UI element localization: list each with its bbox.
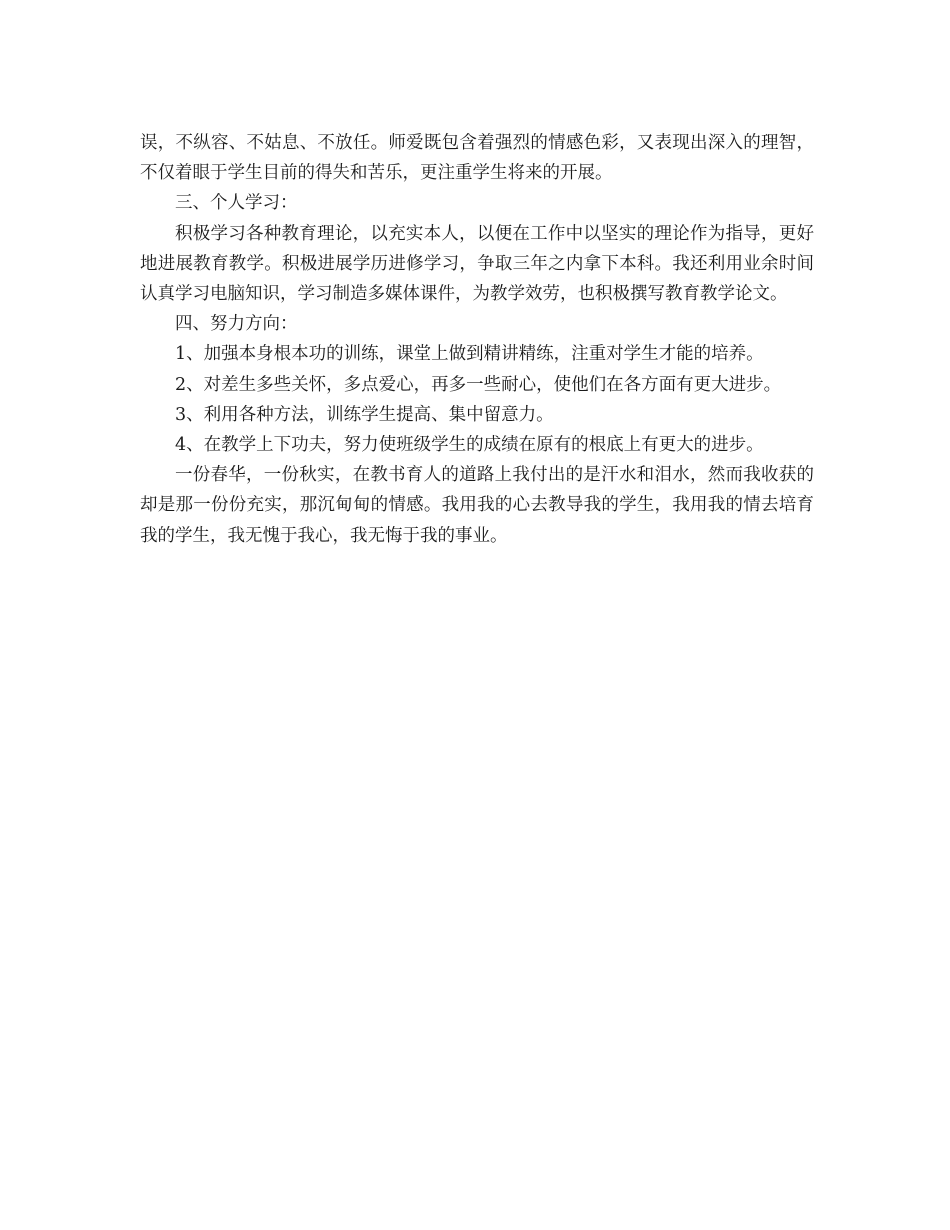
heading-effort-direction: 四、努力方向： [175,314,298,335]
document-body [140,128,814,551]
list-item-2: 2、对差生多些关怀，多点爱心，再多一些耐心，使他们在各方面有更大进步。 [175,374,782,395]
heading-personal-study: 三、个人学习： [175,193,298,214]
paragraph-conclusion: 一份春华，一份秋实，在教书育人的道路上我付出的是汗水和泪水，然而我收获的却是那一份份充实，那沉甸甸的情感。我用我的心去教导我的学生，我用我的情去培育我的学生，我无愧于我心，我无悔于我的事业。 [140,465,814,546]
paragraph-personal-study: 积极学习各种教育理论，以充实本人，以便在工作中以坚实的理论作为指导，更好地进展教育教学。积极进展学历进修学习，争取三年之内拿下本科。我还利用业余时间认真学习电脑知识，学习制造多媒体课件，为教学效劳，也积极撰写教育教学论文。 [140,223,814,305]
paragraph-continued-teacher-love: 误，不纵容、不姑息、不放任。师爱既包含着强烈的情感色彩，又表现出深入的理智，不仅着眼于学生目前的得失和苦乐，更注重学生将来的开展。 [140,133,814,184]
list-item-4: 4、在教学上下功夫，努力使班级学生的成绩在原有的根底上有更大的进步。 [175,435,764,456]
list-item-1: 1、加强本身根本功的训练，课堂上做到精讲精练，注重对学生才能的培养。 [175,344,764,365]
list-item-3: 3、利用各种方法，训练学生提高、集中留意力。 [175,404,554,425]
